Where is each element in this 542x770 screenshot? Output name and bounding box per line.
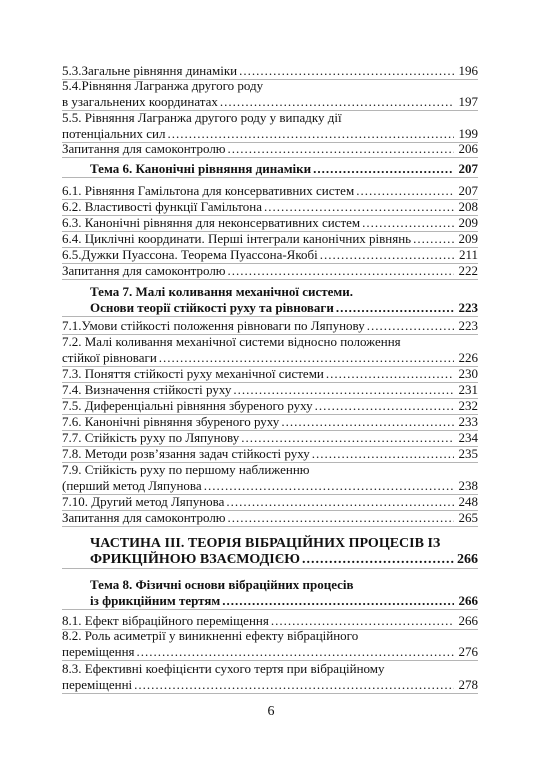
toc-entry <box>62 334 478 367</box>
toc-page-number: 206 <box>458 141 478 156</box>
toc-line-text: Тема 7. Малі коливання механічної системи. <box>90 284 353 299</box>
toc-line-text: Тема 6. Канонічні рівняння динаміки <box>90 161 312 176</box>
dot-leader <box>226 494 454 510</box>
toc-line-text: 5.3.Загальне рівняння динаміки <box>62 63 238 78</box>
toc-line <box>62 510 478 526</box>
toc-entry <box>62 247 478 264</box>
toc-line <box>62 141 478 157</box>
toc-line-text: переміщення <box>62 644 135 659</box>
toc-line <box>62 284 478 300</box>
dot-leader <box>239 63 454 79</box>
toc-entry <box>62 661 478 694</box>
toc-page-number: 207 <box>458 183 478 198</box>
toc-line <box>62 430 478 446</box>
toc-page-number: 226 <box>458 350 478 365</box>
toc-page-number: 207 <box>458 161 478 176</box>
toc-heading <box>62 577 478 610</box>
toc-line-text: із фрикційним тертям <box>90 593 221 608</box>
dot-leader <box>134 677 454 693</box>
toc-entry <box>62 231 478 248</box>
dot-leader <box>233 382 454 398</box>
toc-line <box>62 63 478 79</box>
toc-line <box>62 382 478 398</box>
toc-line-text: 6.3. Канонічні рівняння для неконсервативних систем <box>62 215 361 230</box>
toc-line-text: стійкої рівноваги <box>62 350 157 365</box>
toc-line-text: Запитання для самоконтролю <box>62 141 226 156</box>
toc-line <box>62 263 478 279</box>
toc-entry <box>62 446 478 463</box>
toc-entry <box>62 110 478 143</box>
toc-line <box>62 94 478 110</box>
toc-entry <box>62 628 478 661</box>
toc-line-text: 7.3. Поняття стійкості руху механічної системи <box>62 366 324 381</box>
toc-line-text: 7.6. Канонічні рівняння збуреного руху <box>62 414 280 429</box>
dot-leader <box>336 300 454 316</box>
toc-line-text: 6.5.Дужки Пуассона. Теорема Пуассона-Якобі <box>62 247 318 262</box>
toc-entry <box>62 462 478 495</box>
dot-leader <box>320 247 454 263</box>
dot-leader <box>313 161 454 177</box>
toc-line <box>62 462 478 478</box>
toc-line <box>62 334 478 350</box>
toc-page-number: 233 <box>458 414 478 429</box>
toc-line-text: 8.3. Ефективні коефіцієнти сухого тертя при вібраційному <box>62 661 385 676</box>
dot-leader <box>312 446 454 462</box>
dot-leader <box>222 593 454 609</box>
toc-entry <box>62 215 478 232</box>
toc-line <box>62 628 478 644</box>
toc-line-text: 6.4. Циклічні координати. Перші інтеграли канонічних рівнянь <box>62 231 412 246</box>
toc-line-text: 7.4. Визначення стійкості руху <box>62 382 232 397</box>
toc-page-number: 230 <box>458 366 478 381</box>
toc-entry <box>62 263 478 280</box>
toc-line-text: 7.5. Диференціальні рівняння збуреного руху <box>62 398 313 413</box>
toc-line <box>62 161 478 177</box>
toc-page-number: 222 <box>458 263 478 278</box>
toc-page-number: 199 <box>458 126 478 141</box>
toc-line <box>62 78 478 94</box>
dot-leader <box>315 398 454 414</box>
toc-line-text: 7.8. Методи розв’язання задач стійкості руху <box>62 446 310 461</box>
toc-page-number: 266 <box>457 552 478 567</box>
toc-line-text: потенціальних сил <box>62 126 166 141</box>
dot-leader <box>281 414 454 430</box>
toc-page-number: 278 <box>458 677 478 692</box>
toc-line <box>62 318 478 334</box>
toc-page-number: 238 <box>458 478 478 493</box>
toc-heading <box>62 161 478 178</box>
dot-leader <box>159 350 454 366</box>
toc-line <box>62 613 478 629</box>
toc-entry <box>62 141 478 158</box>
toc-entry <box>62 398 478 415</box>
dot-leader <box>241 430 454 446</box>
toc-entry <box>62 318 478 335</box>
dot-leader <box>228 141 454 157</box>
toc-page-number: 232 <box>458 398 478 413</box>
toc-entry <box>62 414 478 431</box>
toc-line <box>62 350 478 366</box>
toc-line-text: 7.9. Стійкість руху по першому наближенню <box>62 462 310 477</box>
toc-page-number: 231 <box>458 382 478 397</box>
toc-entry <box>62 366 478 383</box>
dot-leader <box>228 510 454 526</box>
dot-leader <box>137 644 454 660</box>
toc-line-text: 7.7. Стійкість руху по Ляпунову <box>62 430 240 445</box>
dot-leader <box>228 263 454 279</box>
toc-line-text: в узагальнених координатах <box>62 94 218 109</box>
toc-line <box>62 677 478 693</box>
toc-page-number: 209 <box>458 231 478 246</box>
toc-line <box>62 247 478 263</box>
toc-line-text: Основи теорії стійкості руху та рівноваги <box>90 300 334 315</box>
toc-line-text: 6.1. Рівняння Гамільтона для консервативних систем <box>62 183 355 198</box>
dot-leader <box>302 552 454 568</box>
toc-entry <box>62 510 478 527</box>
toc-line-text: 8.2. Роль асиметрії у виникненні ефекту вібраційного <box>62 628 359 643</box>
toc-line <box>62 183 478 199</box>
toc-page-number: 223 <box>458 300 478 315</box>
toc-line <box>62 199 478 215</box>
toc-heading <box>62 284 478 317</box>
dot-leader <box>326 366 454 382</box>
toc-line-text: 7.10. Другий метод Ляпунова <box>62 494 225 509</box>
toc-line-text: 5.5. Рівняння Лагранжа другого роду у випадку дії <box>62 110 342 125</box>
dot-leader <box>167 126 454 142</box>
toc-entry <box>62 430 478 447</box>
dot-leader <box>220 94 454 110</box>
toc-entry <box>62 78 478 111</box>
toc-entry <box>62 382 478 399</box>
toc-line-text: Запитання для самоконтролю <box>62 510 226 525</box>
toc-page-number: 266 <box>458 613 478 628</box>
toc-page-number: 197 <box>458 94 478 109</box>
toc-line <box>62 593 478 609</box>
toc-line <box>62 126 478 142</box>
dot-leader <box>271 613 454 629</box>
toc-page-number: 223 <box>458 318 478 333</box>
toc-line-text: 7.1.Умови стійкості положення рівноваги по Ляпунову <box>62 318 365 333</box>
toc-line-text: Запитання для самоконтролю <box>62 263 226 278</box>
dot-leader <box>264 199 454 215</box>
toc-line <box>62 661 478 677</box>
toc-line-text: Тема 8. Фізичні основи вібраційних процесів <box>90 577 354 592</box>
toc-page-number: 276 <box>458 644 478 659</box>
dot-leader <box>367 318 454 334</box>
toc-line <box>62 536 478 552</box>
toc-entry <box>62 183 478 200</box>
toc-page-number: 196 <box>458 63 478 78</box>
dot-leader <box>362 215 454 231</box>
page-number: 6 <box>267 704 275 719</box>
toc-line <box>62 300 478 316</box>
toc-page-number: 248 <box>458 494 478 509</box>
toc-line <box>62 644 478 660</box>
toc-line-text: (перший метод Ляпунова <box>62 478 202 493</box>
toc-heading <box>62 536 478 569</box>
toc-line-text: ФРИКЦІЙНОЮ ВЗАЄМОДІЄЮ <box>90 552 300 567</box>
toc-line-text: 8.1. Ефект вібраційного переміщення <box>62 613 269 628</box>
dot-leader <box>356 183 454 199</box>
toc-page-number: 234 <box>458 430 478 445</box>
toc-line <box>62 577 478 593</box>
toc-line <box>62 110 478 126</box>
toc-page-number: 265 <box>458 510 478 525</box>
toc-line <box>62 366 478 382</box>
toc-line-text: 5.4.Рівняння Лагранжа другого роду <box>62 78 264 93</box>
toc-page-number: 208 <box>458 199 478 214</box>
toc-line <box>62 446 478 462</box>
toc-entry <box>62 199 478 216</box>
toc-page-number: 209 <box>458 215 478 230</box>
toc-line <box>62 398 478 414</box>
toc-line <box>62 215 478 231</box>
toc-line <box>62 478 478 494</box>
toc-line <box>62 552 478 568</box>
toc-page-number: 266 <box>458 593 478 608</box>
dot-leader <box>204 478 454 494</box>
dot-leader <box>413 231 454 247</box>
toc-entry <box>62 494 478 511</box>
toc-page-number: 235 <box>458 446 478 461</box>
toc-line-text: 6.2. Властивості функції Гамільтона <box>62 199 263 214</box>
toc-line-text: ЧАСТИНА ІІІ. ТЕОРІЯ ВІБРАЦІЙНИХ ПРОЦЕСІВ ІЗ <box>90 536 441 551</box>
toc-line <box>62 494 478 510</box>
toc-line <box>62 231 478 247</box>
toc-page-number: 211 <box>458 247 478 262</box>
toc-line <box>62 414 478 430</box>
toc-line-text: 7.2. Малі коливання механічної системи відносно положення <box>62 334 401 349</box>
toc-line-text: переміщенні <box>62 677 133 692</box>
